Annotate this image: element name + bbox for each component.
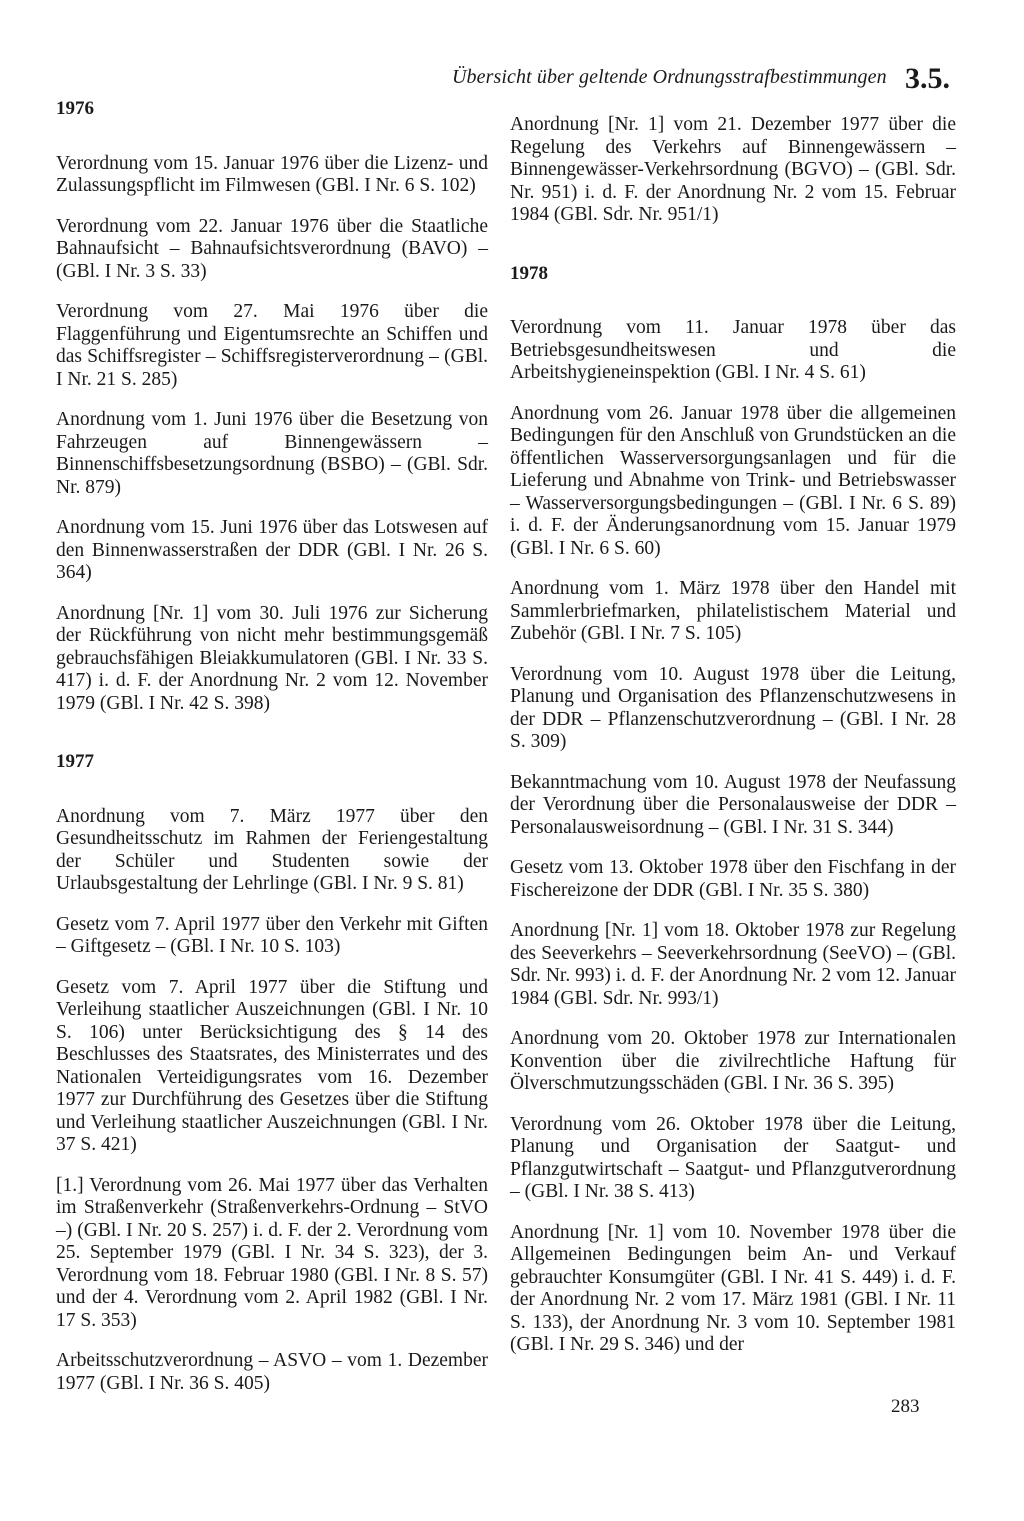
entry: Arbeitsschutzverordnung – ASVO – vom 1. Dezember 1977 (GBl. I Nr. 36 S. 405) [56, 1350, 488, 1394]
entry: Anordnung vom 1. März 1978 über den Handel mit Sammlerbriefmarken, philatelistischem Material und Zubehör (GBl. I Nr. 7 S. 105) [510, 578, 956, 644]
entry: Gesetz vom 13. Oktober 1978 über den Fischfang in der Fischereizone der DDR (GBl. I Nr. 35 S. 380) [510, 857, 956, 901]
entry: Anordnung vom 26. Januar 1978 über die allgemeinen Bedingungen für den Anschluß von Grundstücken an die öffentlichen Wasserversorgungsanlagen und für die Lieferung und Abnahme von Trink- und Betriebswasser – Wasserversorgungsbedingungen – (GBl. I Nr. 6 S. 89) i. d. F. der Änderungsanordnung vom 15. Januar 1979 (GBl. I Nr. 6 S. 60) [510, 402, 956, 559]
entry: Verordnung vom 11. Januar 1978 über das Betriebsgesundheitswesen und die Arbeitshygieneinspektion (GBl. I Nr. 4 S. 61) [510, 317, 956, 383]
entry: Anordnung vom 1. Juni 1976 über die Besetzung von Fahrzeugen auf Binnengewässern – Binnenschiffsbesetzungsordnung (BSBO) – (GBl. Sdr. Nr. 879) [56, 409, 488, 498]
entry: Verordnung vom 26. Oktober 1978 über die Leitung, Planung und Organisation der Saatgut- und Pflanzgutwirtschaft – Saatgut- und Pflanzgutverordnung – (GBl. I Nr. 38 S. 413) [510, 1113, 956, 1202]
year-heading-1978: 1978 [510, 262, 548, 284]
section-number: 3.5. [905, 62, 950, 95]
entry: Anordnung vom 15. Juni 1976 über das Lotswesen auf den Binnenwasserstraßen der DDR (GBl. I Nr. 26 S. 364) [56, 517, 488, 583]
entry: Verordnung vom 22. Januar 1976 über die Staatliche Bahnaufsicht – Bahnaufsichtsverordnung (BAVO) – (GBl. I Nr. 3 S. 33) [56, 215, 488, 282]
left-column [56, 98, 488, 1413]
running-title: Übersicht über geltende Ordnungsstrafbestimmungen [452, 66, 887, 88]
entry: Verordnung vom 27. Mai 1976 über die Flaggenführung und Eigentumsrechte an Schiffen und das Schiffsregister – Schiffsregisterverordnung – (GBl. I Nr. 21 S. 285) [56, 301, 488, 390]
entry: Gesetz vom 7. April 1977 über den Verkehr mit Giften – Giftgesetz – (GBl. I Nr. 10 S. 103) [56, 913, 488, 957]
entry: Anordnung [Nr. 1] vom 30. Juli 1976 zur Sicherung der Rückführung von nicht mehr bestimmungsgemäß gebrauchsfähigen Bleiakkumulatoren (GBl. I Nr. 33 S. 417) i. d. F. der Anordnung Nr. 2 vom 12. November 1979 (GBl. I Nr. 42 S. 398) [56, 602, 488, 714]
page-number: 283 [891, 1396, 920, 1417]
entry: Anordnung [Nr. 1] vom 21. Dezember 1977 über die Regelung des Verkehrs auf Binnengewässern – Binnengewässer-Verkehrsordnung (BGVO) – (GBl. Sdr. Nr. 951) i. d. F. der Anordnung Nr. 2 vom 15. Februar 1984 (GBl. Sdr. Nr. 951/1) [510, 114, 956, 225]
entry: Anordnung [Nr. 1] vom 18. Oktober 1978 zur Regelung des Seeverkehrs – Seeverkehrsordnung (SeeVO) – (GBl. Sdr. Nr. 993) i. d. F. der Anordnung Nr. 2 vom 12. Januar 1984 (GBl. Sdr. Nr. 993/1) [510, 920, 956, 1009]
right-column [510, 114, 956, 1375]
entry: Verordnung vom 15. Januar 1976 über die Lizenz- und Zulassungspflicht im Filmwesen (GBl. I Nr. 6 S. 102) [56, 152, 488, 196]
entry: Verordnung vom 10. August 1978 über die Leitung, Planung und Organisation des Pflanzenschutzwesens in der DDR – Pflanzenschutzverordnung – (GBl. I Nr. 28 S. 309) [510, 663, 956, 752]
entry: Anordnung vom 20. Oktober 1978 zur Internationalen Konvention über die zivilrechtliche Haftung für Ölverschmutzungsschäden (GBl. I Nr. 36 S. 395) [510, 1028, 956, 1094]
entry: Gesetz vom 7. April 1977 über die Stiftung und Verleihung staatlicher Auszeichnungen (GBl. I Nr. 10 S. 106) unter Berücksichtigung des § 14 des Beschlusses des Staatsrates, des Ministerrates und des Nationalen Verteidigungsrates vom 16. Dezember 1977 zur Durchführung des Gesetzes über die Stiftung und Verleihung staatlicher Auszeichnungen (GBl. I Nr. 37 S. 421) [56, 976, 488, 1155]
entry: Anordnung vom 7. März 1977 über den Gesundheitsschutz im Rahmen der Feriengestaltung der Schüler und Studenten sowie der Urlaubsgestaltung der Lehrlinge (GBl. I Nr. 9 S. 81) [56, 805, 488, 894]
entry: Bekanntmachung vom 10. August 1978 der Neufassung der Verordnung über die Personalausweise der DDR – Personalausweisordnung – (GBl. I Nr. 31 S. 344) [510, 771, 956, 838]
year-heading-1977: 1977 [56, 751, 94, 772]
year-heading-1976: 1976 [56, 98, 94, 119]
entry: [1.] Verordnung vom 26. Mai 1977 über das Verhalten im Straßenverkehr (Straßenverkehrs-Ordnung – StVO –) (GBl. I Nr. 20 S. 257) i. d. F. der 2. Verordnung vom 25. September 1979 (GBl. I Nr. 34 S. 323), der 3. Verordnung vom 18. Februar 1980 (GBl. I Nr. 8 S. 57) und der 4. Verordnung vom 2. April 1982 (GBl. I Nr. 17 S. 353) [56, 1174, 488, 1331]
entry: Anordnung [Nr. 1] vom 10. November 1978 über die Allgemeinen Bedingungen beim An- und Verkauf gebrauchter Konsumgüter (GBl. I Nr. 41 S. 449) i. d. F. der Anordnung Nr. 2 vom 17. März 1981 (GBl. I Nr. 11 S. 133), der Anordnung Nr. 3 vom 10. September 1981 (GBl. I Nr. 29 S. 346) und der [510, 1221, 956, 1355]
